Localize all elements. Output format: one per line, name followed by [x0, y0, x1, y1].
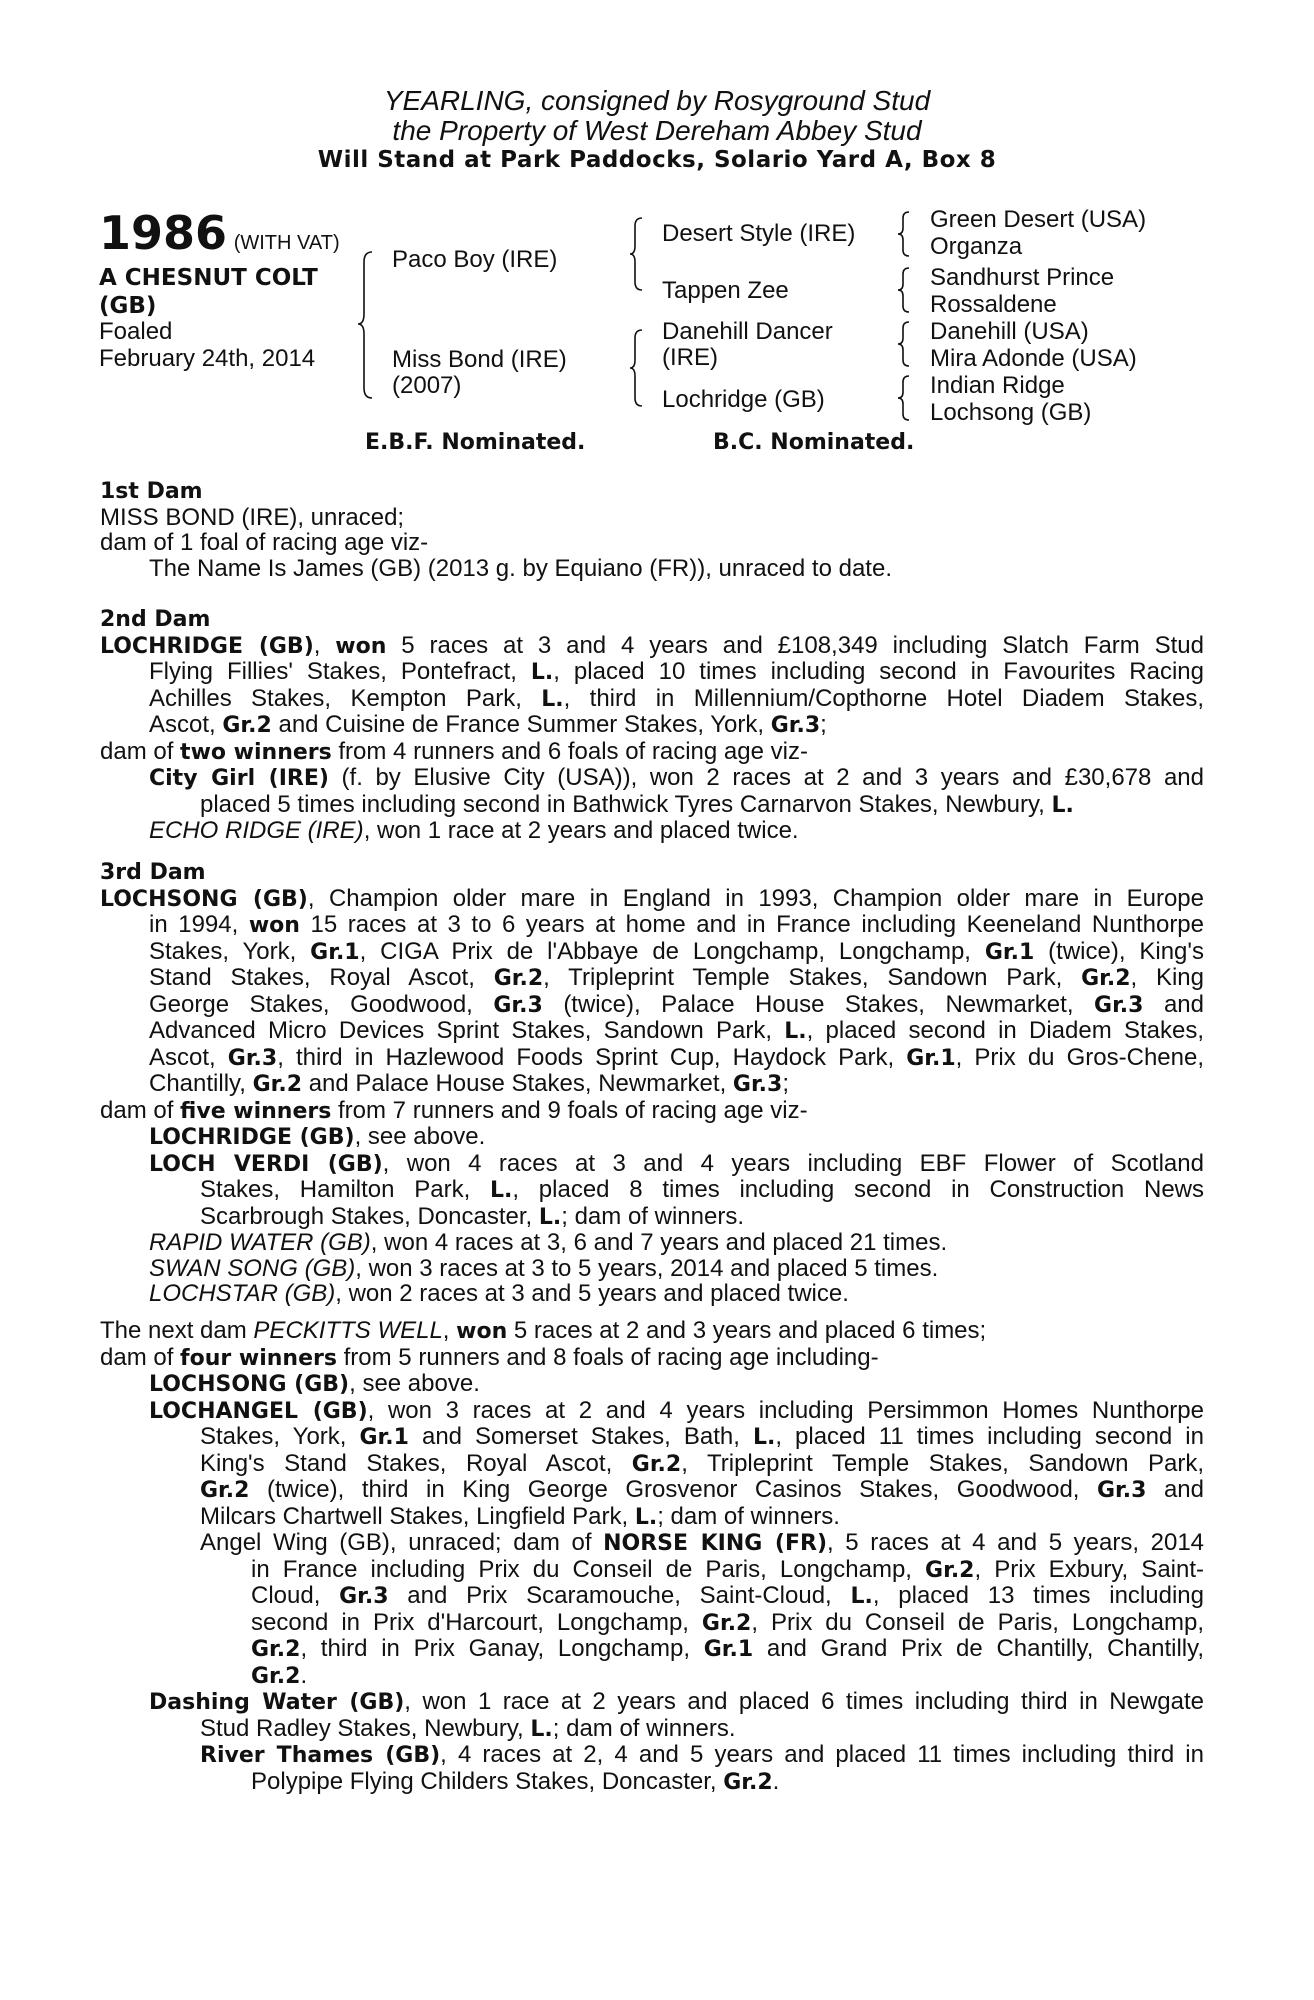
third-dam-line: Chantilly, Gr.2 and Palace House Stakes, Newmarket, Gr.3;: [149, 1070, 790, 1097]
third-dam-progeny: Scarbrough Stakes, Doncaster, L.; dam of winners.: [200, 1202, 744, 1230]
third-dam-line: LOCHSONG (GB), Champion older mare in England in 1993, Champion older mare in Europe: [100, 884, 1204, 912]
pedigree-dsd: Mira Adonde (USA): [930, 345, 1137, 372]
next-dam-progeny: Dashing Water (GB), won 1 race at 2 years and placed 6 times including third in Newgate: [149, 1688, 1204, 1715]
pedigree-brace-gen1: [356, 250, 386, 400]
bc-nominated: B.C. Nominated.: [713, 430, 915, 455]
header-location: Will Stand at Park Paddocks, Solario Yard A, Box 8: [317, 147, 997, 173]
next-dam-progeny: King's Stand Stakes, Royal Ascot, Gr.2, Tripleprint Temple Stakes, Sandown Park,: [200, 1449, 1204, 1477]
third-dam-progeny: LOCHSTAR (GB), won 2 races at 3 and 5 years and placed twice.: [149, 1280, 849, 1307]
third-dam-title: 3rd Dam: [100, 860, 206, 885]
lot-vat: (WITH VAT): [233, 232, 340, 254]
pedigree-sire-dam: Tappen Zee: [662, 277, 789, 304]
third-dam-line: Stakes, York, Gr.1, CIGA Prix de l'Abbaye de Longchamp, Longchamp, Gr.1 (twice), King's: [149, 937, 1204, 965]
second-dam-progeny: placed 5 times including second in Bathwick Tyres Carnarvon Stakes, Newbury, L.: [200, 790, 1074, 818]
second-dam-title: 2nd Dam: [100, 607, 211, 632]
third-dam-progeny: SWAN SONG (GB), won 3 races at 3 to 5 years, 2014 and placed 5 times.: [149, 1254, 939, 1282]
second-dam-progeny: City Girl (IRE) (f. by Elusive City (USA)), won 2 races at 2 and 3 years and £30,678 and: [149, 764, 1204, 791]
third-dam-line: Stand Stakes, Royal Ascot, Gr.2, Tripleprint Temple Stakes, Sandown Park, Gr.2, King: [149, 964, 1205, 991]
pedigree-dds: Indian Ridge: [930, 372, 1065, 399]
pedigree-ssd: Organza: [930, 233, 1023, 260]
pedigree-dam-dam: Lochridge (GB): [662, 386, 825, 413]
pedigree-dam-sire: Danehill Dancer: [662, 318, 833, 345]
next-dam-grandprogeny: in France including Prix du Conseil de Paris, Longchamp, Gr.2, Prix Exbury, Saint-: [251, 1555, 1205, 1583]
third-dam-progeny: LOCH VERDI (GB), won 4 races at 3 and 4 years including EBF Flower of Scotland: [149, 1149, 1204, 1177]
third-dam-section: [100, 860, 1204, 1307]
next-dam-progeny: LOCHSONG (GB), see above.: [149, 1370, 480, 1397]
next-dam-line: The next dam PECKITTS WELL, won 5 races at 2 and 3 years and placed 6 times;: [100, 1317, 987, 1344]
pedigree-brace-ds: [896, 320, 916, 368]
lot-number-row: [99, 208, 340, 268]
lot-foaled-label: Foaled: [99, 318, 173, 345]
pedigree-sdd: Rossaldene: [930, 291, 1057, 318]
header-property: the Property of West Dereham Abbey Stud: [392, 115, 922, 146]
next-dam-progeny: Stud Radley Stakes, Newbury, L.; dam of winners.: [200, 1714, 736, 1742]
second-dam-progeny: ECHO RIDGE (IRE), won 1 race at 2 years and placed twice.: [149, 817, 799, 844]
second-dam-section: [100, 607, 1204, 844]
third-dam-line: Ascot, Gr.3, third in Hazlewood Foods Sprint Cup, Haydock Park, Gr.1, Prix du Gros-Chene,: [149, 1043, 1205, 1071]
pedigree-dam-year: (2007): [392, 372, 462, 399]
third-dam-progeny: Stakes, Hamilton Park, L., placed 8 times including second in Construction News: [200, 1176, 1204, 1203]
next-dam-progeny: Gr.2 (twice), third in King George Grosvenor Casinos Stakes, Goodwood, Gr.3 and: [200, 1476, 1204, 1503]
first-dam-title: 1st Dam: [100, 479, 203, 504]
third-dam-progeny: RAPID WATER (GB), won 4 races at 3, 6 and 7 years and placed 21 times.: [149, 1229, 948, 1256]
pedigree-sds: Sandhurst Prince: [930, 264, 1115, 291]
pedigree-brace-sd: [896, 266, 916, 314]
next-dam-progeny: Milcars Chartwell Stakes, Lingfield Park, L.; dam of winners.: [200, 1502, 840, 1530]
first-dam-line: dam of 1 foal of racing age viz-: [100, 529, 429, 556]
pedigree-dss: Danehill (USA): [930, 318, 1089, 345]
first-dam-foal: The Name Is James (GB) (2013 g. by Equiano (FR)), unraced to date.: [149, 554, 892, 582]
pedigree-ddd: Lochsong (GB): [930, 399, 1092, 426]
first-dam-section: [100, 479, 1204, 581]
third-dam-line: Advanced Micro Devices Sprint Stakes, Sandown Park, L., placed second in Diadem Stakes,: [149, 1017, 1204, 1044]
pedigree-dam: Miss Bond (IRE): [392, 346, 567, 373]
pedigree-brace-dd: [896, 374, 916, 422]
pedigree-sss: Green Desert (USA): [930, 206, 1147, 233]
third-dam-line: in 1994, won 15 races at 3 to 6 years at home and in France including Keeneland Nunthorpe: [149, 911, 1205, 938]
next-dam-grandprogeny: Angel Wing (GB), unraced; dam of NORSE KING (FR), 5 races at 4 and 5 years, 2014: [200, 1529, 1205, 1556]
third-dam-progeny: LOCHRIDGE (GB), see above.: [149, 1123, 486, 1150]
pedigree-brace-ss: [896, 210, 916, 258]
pedigree-dam-sire-country: (IRE): [662, 344, 718, 371]
next-dam-progeny: Stakes, York, Gr.1 and Somerset Stakes, Bath, L., placed 11 times including second in: [200, 1423, 1204, 1450]
next-dam-progeny: River Thames (GB), 4 races at 2, 4 and 5 years and placed 11 times including third in: [200, 1741, 1204, 1768]
first-dam-line: MISS BOND (IRE), unraced;: [100, 503, 405, 531]
second-dam-produce: dam of two winners from 4 runners and 6 foals of racing age viz-: [100, 737, 808, 765]
pedigree-sire: Paco Boy (IRE): [392, 246, 558, 273]
lot-number: 1986: [99, 206, 228, 260]
second-dam-line: Ascot, Gr.2 and Cuisine de France Summer Stakes, York, Gr.3;: [149, 711, 827, 738]
pedigree-brace-dam: [628, 328, 650, 408]
next-dam-grandprogeny: Gr.2.: [251, 1661, 308, 1689]
next-dam-produce: dam of four winners from 5 runners and 8 foals of racing age including-: [100, 1343, 879, 1371]
lot-foaled-date: February 24th, 2014: [99, 345, 316, 372]
lot-description: A CHESNUT COLT: [99, 265, 318, 291]
pedigree-sire-sire: Desert Style (IRE): [662, 220, 856, 247]
next-dam-section: [100, 1318, 1204, 1795]
ebf-nominated: E.B.F. Nominated.: [365, 430, 586, 455]
next-dam-grandprogeny: Cloud, Gr.3 and Prix Scaramouche, Saint-Cloud, L., placed 13 times including: [251, 1582, 1204, 1609]
pedigree-brace-sire: [628, 216, 650, 292]
second-dam-line: LOCHRIDGE (GB), won 5 races at 3 and 4 years and £108,349 including Slatch Farm Stud: [100, 631, 1205, 659]
third-dam-line: George Stakes, Goodwood, Gr.3 (twice), Palace House Stakes, Newmarket, Gr.3 and: [149, 990, 1205, 1018]
second-dam-line: Flying Fillies' Stakes, Pontefract, L., placed 10 times including second in Favourites Racing: [149, 658, 1204, 685]
lot-description-country: (GB): [99, 293, 157, 319]
next-dam-grandprogeny: Gr.2, third in Prix Ganay, Longchamp, Gr.1 and Grand Prix de Chantilly, Chantilly,: [251, 1635, 1204, 1662]
header-consignor: YEARLING, consigned by Rosyground Stud: [383, 85, 931, 116]
next-dam-progeny: Polypipe Flying Childers Stakes, Doncaster, Gr.2.: [251, 1767, 780, 1795]
second-dam-line: Achilles Stakes, Kempton Park, L., third in Millennium/Copthorne Hotel Diadem Stakes,: [149, 684, 1204, 712]
third-dam-produce: dam of five winners from 7 runners and 9 foals of racing age viz-: [100, 1096, 808, 1124]
next-dam-grandprogeny: second in Prix d'Harcourt, Longchamp, Gr.2, Prix du Conseil de Paris, Longchamp,: [251, 1608, 1204, 1636]
next-dam-progeny: LOCHANGEL (GB), won 3 races at 2 and 4 years including Persimmon Homes Nunthorpe: [149, 1396, 1204, 1424]
